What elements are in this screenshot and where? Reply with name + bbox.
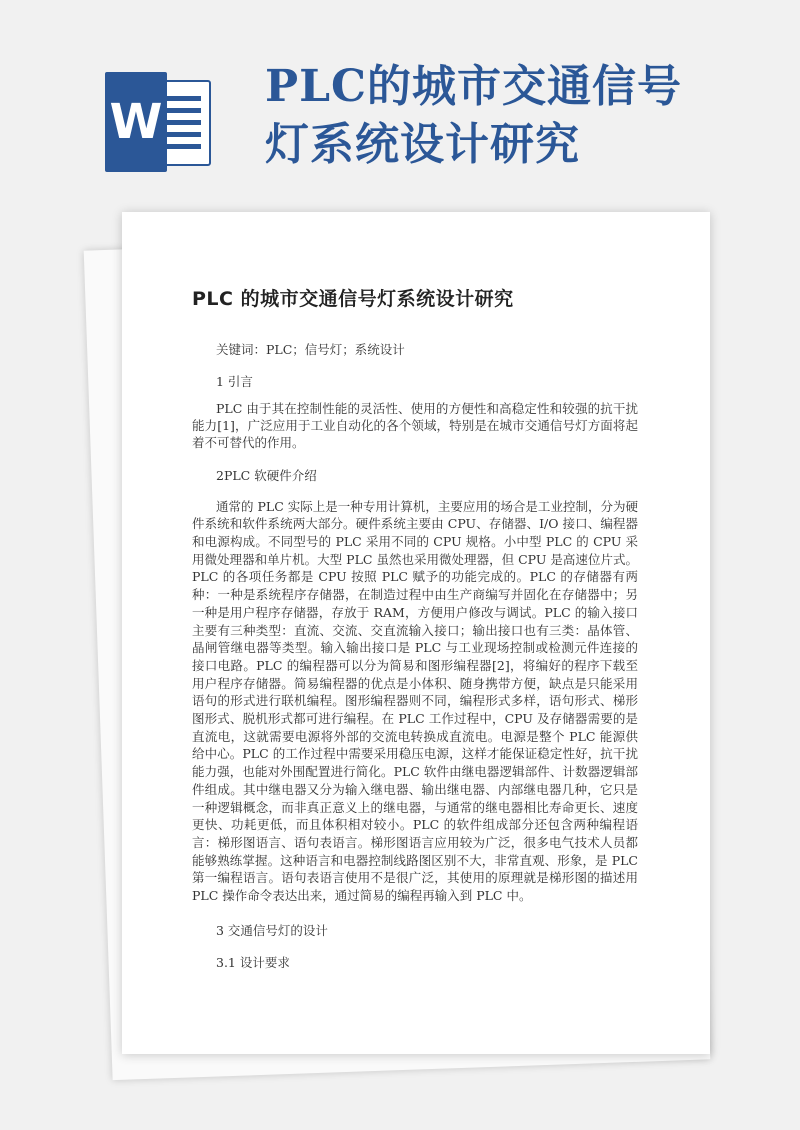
header-banner xyxy=(0,0,800,215)
section-1-heading: 1 引言 xyxy=(216,374,253,389)
document-title: PLC 的城市交通信号灯系统设计研究 xyxy=(192,288,514,310)
section-2-heading: 2PLC 软硬件介绍 xyxy=(216,467,317,483)
keywords-line: 关键词：PLC；信号灯；系统设计 xyxy=(216,342,405,357)
page-title xyxy=(265,58,765,174)
page-title-line-1: PLC的城市交通信号 xyxy=(265,61,683,112)
section-1-paragraph: PLC 由于其在控制性能的灵活性、使用的方便性和高稳定性和较强的抗干扰能力[1]，广泛应用于工业自动化的各个领域，特别是在城市交通信号灯方面将起着不可替代的作用。 xyxy=(192,401,638,451)
section-2-paragraph: 通常的 PLC 实际上是一种专用计算机，主要应用的场合是工业控制，分为硬件系统和软件系统两大部分。硬件系统主要由 CPU、存储器、I/O 接口、编程器和电源构成。不同型号的 PLC 采用不同的 CPU 规格。小中型 PLC 的 CPU 采用微处理器和单片机。大型 PLC 虽然也采用微处理器，但 CPU 是高速位片式。PLC 的各项任务都是 CPU 按照 PLC 赋予的功能完成的。PLC 的存储器有两种：一种是系统程序存储器，在制造过程中由生产商编写并固化在存储器中；另一种是用户程序存储器，存放于 RAM，方便用户修改与调试。PLC 的输入接口主要有三种类型：直流、交流、交直流输入接口；输出接口也有三类：晶体管、晶闸管继电器等类型。输入输出接口是 PLC 与工业现场控制或检测元件连接的接口电路。PLC 的编程器可以分为简易和图形编程器[2]，将编好的程序下载至用户程序存储器。简易编程器的优点是小体积、随身携带方便，缺点是只能采用语句的形式进行联机编程。图形编程器则不同，编程形式多样，语句形式、梯形图形式、脱机形式都可进行编程。在 PLC 工作过程中，CPU 及存储器需要的是直流电，这就需要电源将外部的交流电转换成直流电。电源是整个 PLC 能源供给中心。PLC 的工作过程中需要采用稳压电源，这样才能保证稳定性好，抗干扰能力强，也能对外围配置进行简化。PLC 软件由继电器逻辑部件、计数器逻辑部件组成。其中继电器又分为输入继电器、输出继电器、内部继电器几种，它只是一种逻辑概念，而非真正意义上的继电器，与通常的继电器相比寿命更长、速度更快、功耗更低，而且体积相对较小。PLC 的软件组成部分还包含两种编程语言：梯形图语言、语句表语言。梯形图语言应用较为广泛，很多电气技术人员都能够熟练掌握。这种语言和电器控制线路图区别不大，非常直观、形象，是 PLC 第一编程语言。语句表语言使用不是很广泛，其使用的原理就是梯形图的描述用 PLC 操作命令表达出来，通过简易的编程再输入到 PLC 中。 xyxy=(192,498,638,904)
document-page[interactable] xyxy=(122,212,710,1054)
page-title-line-2: 灯系统设计研究 xyxy=(265,119,580,170)
word-document-icon xyxy=(105,72,213,172)
word-icon-badge: W xyxy=(105,72,167,172)
section-3-heading: 3 交通信号灯的设计 xyxy=(216,922,328,938)
section-3-1-heading: 3.1 设计要求 xyxy=(216,954,290,970)
